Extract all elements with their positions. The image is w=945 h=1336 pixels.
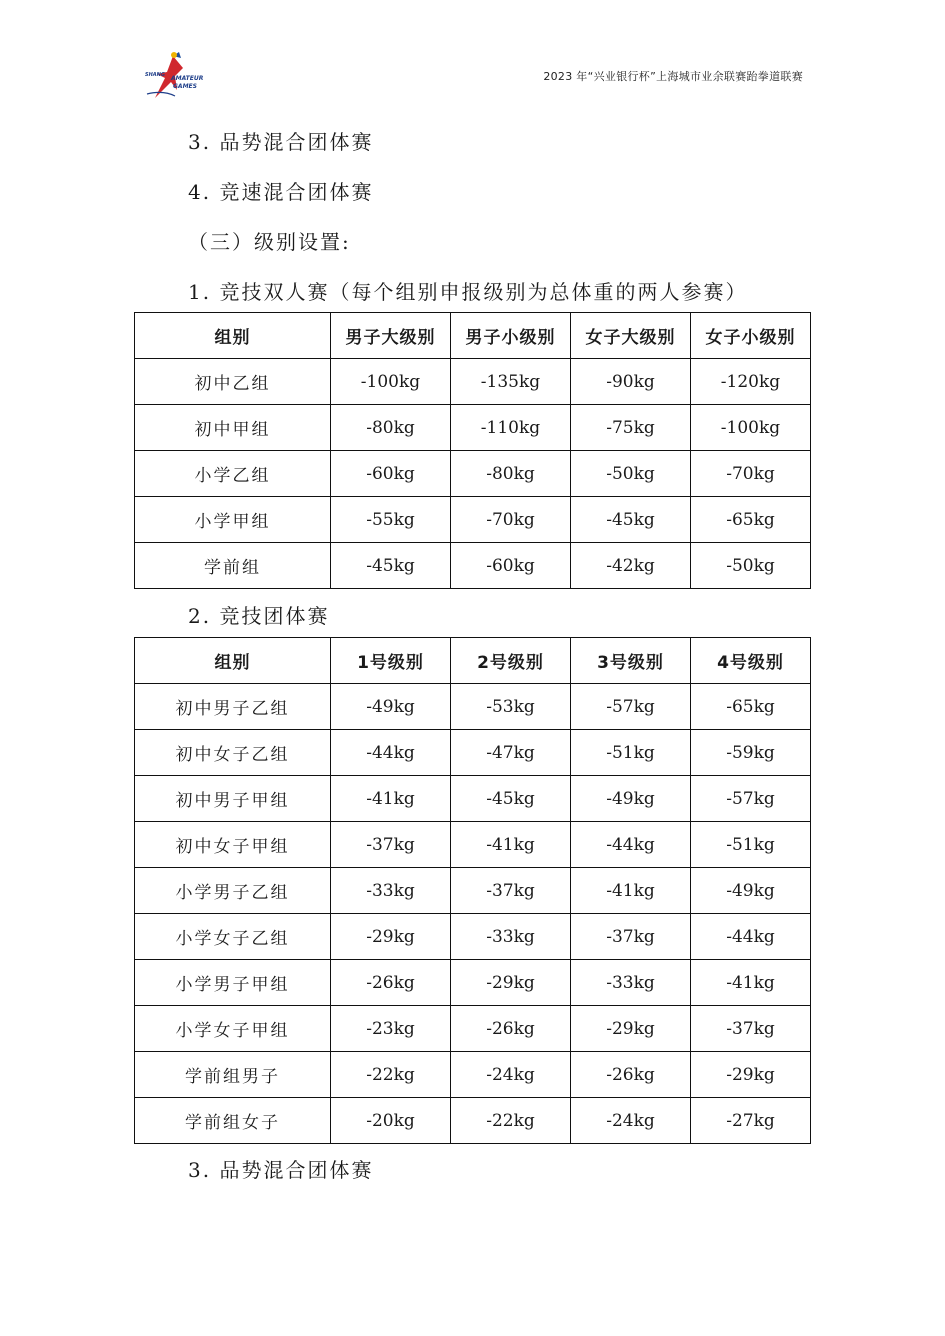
- group-cell: 学前组男子: [135, 1052, 331, 1098]
- weight-cell: -47kg: [451, 730, 571, 776]
- shanghai-amateur-games-logo: [143, 50, 203, 102]
- weight-cell: -24kg: [451, 1052, 571, 1098]
- weight-cell: -50kg: [571, 451, 691, 497]
- column-header: 组别: [135, 638, 331, 684]
- table-row: [135, 730, 811, 776]
- weight-cell: -33kg: [571, 960, 691, 1006]
- column-header: 男子大级别: [331, 313, 451, 359]
- weight-cell: -20kg: [331, 1098, 451, 1144]
- weight-cell: -55kg: [331, 497, 451, 543]
- weight-cell: -26kg: [571, 1052, 691, 1098]
- weight-cell: -41kg: [451, 822, 571, 868]
- group-cell: 小学乙组: [135, 451, 331, 497]
- table-row: [135, 497, 811, 543]
- weight-cell: -49kg: [331, 684, 451, 730]
- weight-cell: -70kg: [691, 451, 811, 497]
- table-header-row: [135, 313, 811, 359]
- weight-cell: -51kg: [571, 730, 691, 776]
- group-cell: 小学男子乙组: [135, 868, 331, 914]
- table-row: [135, 868, 811, 914]
- section-item-3-forms: 3. 品势混合团体赛: [188, 130, 374, 154]
- weight-cell: -49kg: [571, 776, 691, 822]
- group-cell: 初中女子甲组: [135, 822, 331, 868]
- weight-cell: -110kg: [451, 405, 571, 451]
- column-header: 女子大级别: [571, 313, 691, 359]
- weight-cell: -53kg: [451, 684, 571, 730]
- table-row: [135, 451, 811, 497]
- group-cell: 学前组女子: [135, 1098, 331, 1144]
- team-weight-table: [134, 637, 811, 1144]
- weight-cell: -100kg: [331, 359, 451, 405]
- weight-cell: -65kg: [691, 497, 811, 543]
- section-heading-levels: （三）级别设置:: [188, 230, 351, 254]
- pairs-weight-table: [134, 312, 811, 589]
- weight-cell: -29kg: [571, 1006, 691, 1052]
- svg-text:SHANG: SHANG: [145, 72, 165, 78]
- weight-cell: -29kg: [331, 914, 451, 960]
- table-row: [135, 359, 811, 405]
- table-header-row: [135, 638, 811, 684]
- weight-cell: -100kg: [691, 405, 811, 451]
- weight-cell: -33kg: [331, 868, 451, 914]
- weight-cell: -80kg: [331, 405, 451, 451]
- weight-cell: -45kg: [451, 776, 571, 822]
- weight-cell: -45kg: [571, 497, 691, 543]
- weight-cell: -90kg: [571, 359, 691, 405]
- group-cell: 小学女子甲组: [135, 1006, 331, 1052]
- weight-cell: -45kg: [331, 543, 451, 589]
- column-header: 2号级别: [451, 638, 571, 684]
- group-cell: 初中乙组: [135, 359, 331, 405]
- weight-cell: -37kg: [691, 1006, 811, 1052]
- weight-cell: -22kg: [451, 1098, 571, 1144]
- document-header-title: 2023 年“兴业银行杯”上海城市业余联赛跆拳道联赛: [543, 70, 803, 83]
- weight-cell: -80kg: [451, 451, 571, 497]
- weight-cell: -23kg: [331, 1006, 451, 1052]
- weight-cell: -37kg: [331, 822, 451, 868]
- svg-text:AMATEUR: AMATEUR: [171, 75, 203, 82]
- table-row: [135, 1098, 811, 1144]
- section-item-4-speed: 4. 竞速混合团体赛: [188, 180, 374, 204]
- weight-cell: -22kg: [331, 1052, 451, 1098]
- weight-cell: -29kg: [691, 1052, 811, 1098]
- weight-cell: -44kg: [571, 822, 691, 868]
- weight-cell: -60kg: [451, 543, 571, 589]
- svg-text:GAMES: GAMES: [173, 83, 197, 90]
- weight-cell: -70kg: [451, 497, 571, 543]
- weight-cell: -41kg: [691, 960, 811, 1006]
- weight-cell: -41kg: [331, 776, 451, 822]
- weight-cell: -33kg: [451, 914, 571, 960]
- table-row: [135, 405, 811, 451]
- table-row: [135, 1006, 811, 1052]
- group-cell: 初中男子甲组: [135, 776, 331, 822]
- weight-cell: -44kg: [691, 914, 811, 960]
- weight-cell: -37kg: [571, 914, 691, 960]
- column-header: 3号级别: [571, 638, 691, 684]
- column-header: 组别: [135, 313, 331, 359]
- weight-cell: -41kg: [571, 868, 691, 914]
- weight-cell: -26kg: [451, 1006, 571, 1052]
- table-row: [135, 822, 811, 868]
- section-item-1-pairs: 1. 竞技双人赛（每个组别申报级别为总体重的两人参赛）: [188, 280, 748, 304]
- table-row: [135, 543, 811, 589]
- column-header: 男子小级别: [451, 313, 571, 359]
- section-item-2-team: 2. 竞技团体赛: [188, 604, 330, 628]
- weight-cell: -26kg: [331, 960, 451, 1006]
- weight-cell: -27kg: [691, 1098, 811, 1144]
- table-row: [135, 914, 811, 960]
- group-cell: 初中女子乙组: [135, 730, 331, 776]
- weight-cell: -75kg: [571, 405, 691, 451]
- table-row: [135, 776, 811, 822]
- column-header: 女子小级别: [691, 313, 811, 359]
- weight-cell: -24kg: [571, 1098, 691, 1144]
- weight-cell: -29kg: [451, 960, 571, 1006]
- group-cell: 小学男子甲组: [135, 960, 331, 1006]
- weight-cell: -44kg: [331, 730, 451, 776]
- weight-cell: -49kg: [691, 868, 811, 914]
- weight-cell: -120kg: [691, 359, 811, 405]
- group-cell: 学前组: [135, 543, 331, 589]
- table-row: [135, 1052, 811, 1098]
- table-row: [135, 684, 811, 730]
- group-cell: 初中甲组: [135, 405, 331, 451]
- weight-cell: -51kg: [691, 822, 811, 868]
- group-cell: 小学女子乙组: [135, 914, 331, 960]
- weight-cell: -50kg: [691, 543, 811, 589]
- weight-cell: -59kg: [691, 730, 811, 776]
- column-header: 1号级别: [331, 638, 451, 684]
- weight-cell: -57kg: [571, 684, 691, 730]
- table-row: [135, 960, 811, 1006]
- weight-cell: -65kg: [691, 684, 811, 730]
- column-header: 4号级别: [691, 638, 811, 684]
- section-item-3-forms-repeat: 3. 品势混合团体赛: [188, 1158, 374, 1182]
- weight-cell: -37kg: [451, 868, 571, 914]
- weight-cell: -42kg: [571, 543, 691, 589]
- weight-cell: -60kg: [331, 451, 451, 497]
- group-cell: 小学甲组: [135, 497, 331, 543]
- weight-cell: -135kg: [451, 359, 571, 405]
- group-cell: 初中男子乙组: [135, 684, 331, 730]
- weight-cell: -57kg: [691, 776, 811, 822]
